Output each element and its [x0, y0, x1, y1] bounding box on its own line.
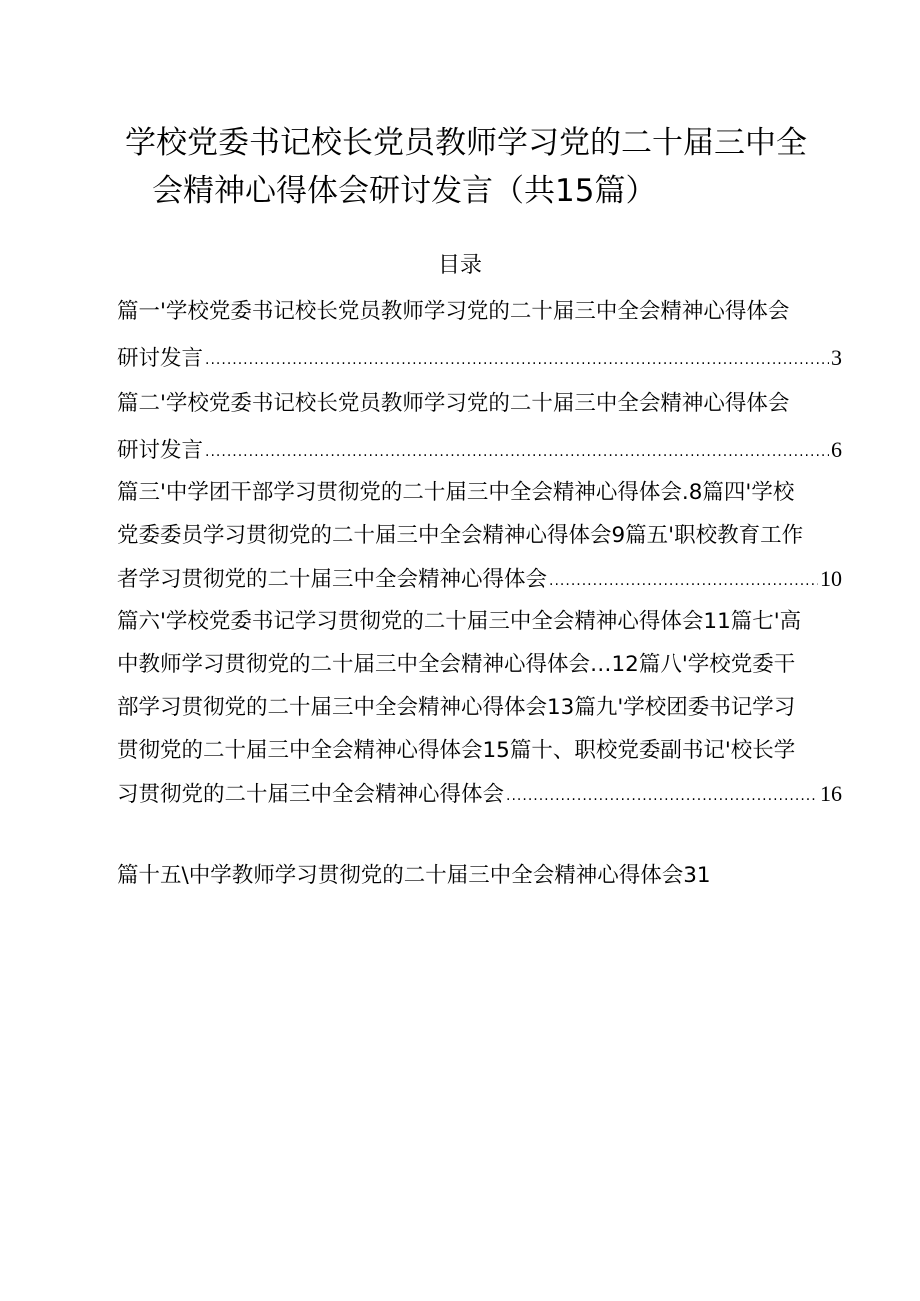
toc-page-number: 16 [820, 781, 842, 806]
toc-line-12[interactable] [117, 778, 842, 813]
toc-line-7[interactable] [117, 563, 842, 598]
toc-page-number: 3 [831, 345, 842, 370]
toc-heading: 目录 [437, 253, 482, 278]
toc-line-13[interactable] [117, 860, 842, 892]
toc-leader-dots [549, 565, 818, 597]
toc-leader-dots [205, 436, 829, 468]
toc-entry-text: 研讨发言 [117, 346, 204, 371]
toc-entry-text: 篇一'学校党委书记校长党员教师学习党的二十届三中全会精神心得体会 [117, 299, 790, 324]
toc-page-number: 6 [831, 437, 842, 462]
toc-page-number: 10 [820, 566, 842, 591]
toc-line-5[interactable] [117, 477, 842, 509]
toc-line-9[interactable] [117, 649, 842, 681]
toc-entry-text: 研讨发言 [117, 438, 204, 463]
toc-entry-2-line-1[interactable] [117, 388, 842, 420]
toc-leader-dots [506, 780, 818, 812]
toc-line-8[interactable] [117, 606, 842, 638]
toc-line-11[interactable] [117, 735, 842, 767]
toc-entry-text: 者学习贯彻党的二十届三中全会精神心得体会 [117, 567, 548, 592]
toc-entry-text: 篇二'学校党委书记校长党员教师学习党的二十届三中全会精神心得体会 [117, 391, 790, 416]
document-title-line-1: 学校党委书记校长党员教师学习党的二十届三中全 [125, 125, 807, 161]
toc-entry-text: 党委委员学习贯彻党的二十届三中全会精神心得体会9篇五'职校教育工作 [117, 523, 804, 548]
toc-line-10[interactable] [117, 692, 842, 724]
toc-entry-text: 篇六'学校党委书记学习贯彻党的二十届三中全会精神心得体会11篇七'高 [117, 609, 802, 634]
toc-entry-text: 篇十五\中学教师学习贯彻党的二十届三中全会精神心得体会31 [117, 863, 711, 888]
toc-leader-dots [205, 344, 829, 376]
toc-line-6[interactable] [117, 520, 842, 552]
toc-entry-text: 中教师学习贯彻党的二十届三中全会精神心得体会…12篇八'学校党委干 [117, 652, 796, 677]
toc-entry-1-line-2[interactable] [117, 342, 842, 377]
toc-entry-text: 篇三'中学团干部学习贯彻党的二十届三中全会精神心得体会.8篇四'学校 [117, 480, 795, 505]
toc-entry-text: 部学习贯彻党的二十届三中全会精神心得体会13篇九'学校团委书记学习 [117, 695, 796, 720]
toc-entry-text: 习贯彻党的二十届三中全会精神心得体会 [117, 782, 505, 807]
document-title-line-2: 会精神心得体会研讨发言（共15篇） [152, 173, 657, 209]
toc-entry-text: 贯彻党的二十届三中全会精神心得体会15篇十、职校党委副书记'校长学 [117, 738, 796, 763]
toc-entry-1-line-1[interactable] [117, 296, 842, 328]
toc-entry-2-line-2[interactable] [117, 434, 842, 469]
